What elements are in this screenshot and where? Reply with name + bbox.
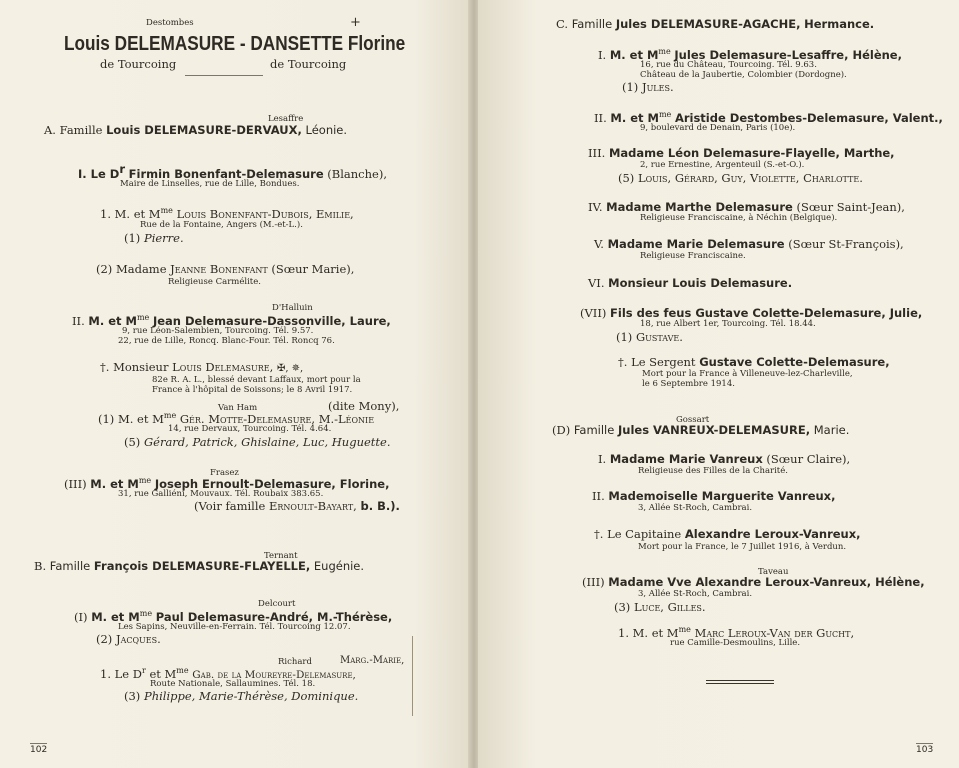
child-count: (5)	[124, 435, 141, 449]
title-part-a: Louis DELEMASURE	[64, 33, 236, 55]
entry-sup: me	[139, 609, 153, 618]
entry-lead: M. et M	[90, 476, 139, 491]
entry-number: II.	[592, 489, 605, 503]
left-page	[0, 0, 470, 768]
entry-d-i	[598, 453, 850, 466]
entry-sup: r	[119, 162, 125, 176]
entry-c-i-address-2: Château de la Jaubertie, Colombier (Dordogne).	[640, 70, 847, 80]
end-rule-top	[706, 680, 774, 681]
entry-d-iii-address: 3, Allée St-Roch, Cambrai.	[638, 589, 753, 599]
famille-word: Famille	[49, 559, 91, 573]
child-names: Jules.	[641, 80, 674, 94]
dagger-icon: †.	[618, 355, 628, 369]
entry-c-v	[594, 238, 904, 251]
spouse-first-name: Léonie.	[305, 123, 348, 137]
entry-line: 1. Le D	[100, 666, 142, 681]
entry-number: I.	[598, 452, 607, 466]
child-names: Gustave.	[635, 330, 683, 344]
entry-sup: me	[136, 313, 150, 322]
entry-name: Jean Delemasure-Dassonville, Laure,	[152, 313, 391, 328]
entry-name: Alexandre Leroux-Vanreux,	[684, 527, 861, 541]
family-name: Jules VANREUX-DELEMASURE,	[618, 423, 811, 437]
entry-a-i-address: Maire de Linselles, rue de Lille, Bondues.	[120, 179, 300, 189]
ref-branch: b. B.).	[360, 499, 400, 513]
famille-word: Famille	[573, 423, 615, 437]
title-dash: -	[239, 33, 246, 55]
child-names: Philippe, Marie-Thérèse, Dominique.	[143, 689, 359, 703]
entry-a-i-2	[96, 263, 354, 276]
entry-d-iii	[582, 576, 925, 589]
entry-lead: M. et M	[610, 110, 659, 125]
entry-b-i-1-address: Route Nationale, Sallaumines. Tél. 18.	[150, 679, 316, 689]
section-letter: (D)	[552, 423, 571, 437]
entry-name: Joseph Ernoult-Delemasure, Florine,	[154, 476, 390, 491]
entry-sup: me	[658, 110, 672, 119]
entry-name: Marc Leroux-Van der Gucht,	[694, 625, 855, 640]
entry-a-i-2-address: Religieuse Carmélite.	[168, 277, 261, 287]
section-letter: C.	[556, 17, 569, 31]
entry-line: 1. M. et M	[100, 206, 161, 221]
entry-name: Madame Marie Delemasure	[607, 237, 785, 251]
spouse-first-name: Eugénie.	[313, 559, 365, 573]
ref-text: (Voir famille	[194, 499, 266, 513]
entry-c-ii-address: 9, boulevard de Denain, Paris (10e).	[640, 123, 796, 133]
entry-sup: me	[163, 411, 177, 420]
dagger-icon: †.	[100, 360, 110, 374]
page-main-title	[64, 33, 405, 55]
entry-c-i-children	[622, 81, 674, 94]
entry-paren: (Sœur Marie),	[271, 262, 355, 276]
child-names: Luce, Gilles.	[633, 600, 706, 614]
child-names: Pierre.	[143, 231, 184, 245]
entry-a-i-1-children	[124, 232, 184, 245]
entry-number: VI.	[588, 276, 605, 290]
entry-c-iv-address: Religieuse Franciscaine, à Néchin (Belgique).	[640, 213, 838, 223]
entry-name: Monsieur Louis Delemasure.	[608, 276, 793, 290]
entry-lead: Monsieur	[113, 360, 169, 374]
entry-sup: me	[138, 476, 152, 485]
entry-name: Mademoiselle Marguerite Vanreux,	[608, 489, 836, 503]
margin-mark	[412, 636, 413, 716]
entry-a-ii-1-address: 14, rue Dervaux, Tourcoing. Tél. 4.64.	[168, 424, 332, 434]
entry-b-i-children	[96, 633, 161, 646]
famille-word: Famille	[59, 123, 103, 137]
entry-number: V.	[594, 237, 604, 251]
child-names: Jacques.	[115, 632, 161, 646]
entry-b-i-address: Les Sapins, Neuville-en-Ferrain. Tél. Tourcoing 12.07.	[118, 622, 351, 632]
ref-family: Ernoult-Bayart,	[269, 499, 357, 513]
entry-a-ii-deceased-line-1: 82e R. A. L., blessé devant Laffaux, mort pour la	[152, 375, 361, 385]
entry-number: (2) Madame	[96, 262, 167, 276]
entry-a-i-1	[100, 206, 354, 221]
header-above-name: Destombes	[146, 18, 194, 28]
entry-d-ii-address: 3, Allée St-Roch, Cambrai.	[638, 503, 753, 513]
entry-sup: me	[658, 47, 671, 56]
entry-c-v-address: Religieuse Franciscaine.	[640, 251, 746, 261]
entry-d-deceased	[594, 528, 861, 541]
entry-paren: (Sœur St-François),	[788, 237, 904, 251]
entry-number: II.	[72, 313, 85, 328]
entry-name: Fils des feus Gustave Colette-Delemasure, Julie,	[610, 306, 923, 320]
section-a-maiden: Lesaffre	[268, 114, 304, 124]
entry-b-i-1-maiden: Richard	[278, 657, 312, 667]
entry-d-i-address: Religieuse des Filles de la Charité.	[638, 466, 788, 476]
entry-paren: (Sœur Saint-Jean),	[796, 200, 905, 214]
entry-paren: (Blanche),	[327, 166, 387, 181]
entry-c-vii-address: 18, rue Albert 1er, Tourcoing. Tél. 18.44.	[640, 319, 816, 329]
entry-sup: me	[160, 206, 173, 215]
child-count: (1)	[616, 330, 633, 344]
entry-c-vi	[588, 277, 792, 290]
entry-a-ii-address-1: 9, rue Léon-Salembien, Tourcoing. Tél. 9.57.	[122, 326, 314, 336]
entry-line: (1) M. et M	[98, 411, 164, 426]
entry-number: I.	[598, 47, 607, 62]
entry-a-iii-address: 31, rue Galliéni, Mouvaux. Tél. Roubaix 383.65.	[118, 489, 324, 499]
entry-name: Jules Delemasure-Lesaffre, Hélène,	[674, 47, 902, 62]
entry-lead: Le Sergent	[631, 355, 696, 369]
entry-a-ii-1-children	[124, 436, 390, 449]
entry-lead: M. et M	[88, 313, 137, 328]
entry-c-iii	[588, 147, 895, 160]
entry-name: Madame Marie Vanreux	[609, 452, 763, 466]
entry-c-vii-deceased-line-1: Mort pour la France à Villeneuve-lez-Charleville,	[642, 369, 853, 379]
entry-d-iii-1-address: rue Camille-Desmoulins, Lille.	[670, 638, 801, 648]
entry-number: II.	[594, 110, 607, 125]
entry-a-iii-maiden: Frasez	[210, 468, 239, 478]
entry-d-ii	[592, 490, 835, 503]
child-count: (3)	[124, 689, 141, 703]
child-names: Louis, Gérard, Guy, Violette, Charlotte.	[637, 171, 863, 185]
entry-number: IV.	[588, 200, 603, 214]
page-number-left: 102	[30, 745, 48, 755]
origin-left: de Tourcoing	[100, 57, 177, 71]
entry-lead: M. et M	[91, 609, 140, 624]
entry-d-iii-children	[614, 601, 706, 614]
entry-sup: me	[176, 666, 189, 675]
famille-word: Famille	[571, 17, 613, 31]
child-count: (5)	[618, 171, 635, 185]
entry-sup: r	[141, 666, 146, 675]
entry-number: (I)	[74, 609, 88, 624]
family-name: Louis DELEMASURE-DERVAUX,	[106, 123, 302, 137]
section-d-maiden: Gossart	[676, 415, 710, 425]
spouse-first-name: Hermance.	[804, 17, 875, 31]
entry-paren: (Sœur Claire),	[766, 452, 851, 466]
entry-d-deceased-line-1: Mort pour la France, le 7 Juillet 1916, à Verdun.	[638, 542, 847, 552]
entry-name: Gér. Motte-Delemasure, M.-Léonie	[179, 411, 375, 426]
entry-line: 1. M. et M	[618, 625, 679, 640]
entry-mid: et M	[149, 666, 177, 681]
entry-sup: me	[678, 625, 691, 634]
child-count: (1)	[622, 80, 639, 94]
section-b-heading	[34, 560, 364, 573]
entry-name: Firmin Bonenfant-Delemasure	[128, 166, 324, 181]
entry-number: I. Le D	[78, 166, 120, 181]
child-count: (1)	[124, 231, 141, 245]
section-a-heading	[44, 124, 347, 137]
entry-number: (III)	[64, 476, 87, 491]
entry-a-ii-deceased-line-2: France à l'hôpital de Soissons; le 8 Avril 1917.	[152, 385, 353, 395]
section-letter: B.	[34, 559, 47, 573]
section-b-maiden: Ternant	[264, 551, 298, 561]
entry-name: Madame Marthe Delemasure	[606, 200, 793, 214]
entry-a-ii-1-dit: (dite Mony),	[328, 399, 400, 413]
section-c-heading	[556, 18, 874, 31]
cross-mark: +	[350, 15, 361, 30]
spouse-first-name: Marie.	[813, 423, 850, 437]
entry-name: Jeanne Bonenfant	[170, 262, 268, 276]
entry-lead: Le Capitaine	[607, 527, 682, 541]
right-page	[478, 0, 959, 768]
entry-name: Aristide Destombes-Delemasure, Valent.,	[674, 110, 943, 125]
entry-name: Gustave Colette-Delemasure,	[699, 355, 890, 369]
entry-name: Louis Bonenfant-Dubois, Emilie,	[176, 206, 354, 221]
entry-name: Paul Delemasure-André, M.-Thérèse,	[155, 609, 393, 624]
page-number-right: 103	[916, 745, 934, 755]
entry-a-iii-reference	[194, 500, 400, 513]
entry-a-ii-deceased	[100, 361, 303, 375]
entry-name: Madame Léon Delemasure-Flayelle, Marthe,	[608, 146, 895, 160]
entry-name: Gab. de la Moureyre-Delemasure,	[192, 668, 356, 681]
entry-c-iii-children	[618, 172, 863, 185]
child-count: (3)	[614, 600, 631, 614]
entry-number: III.	[588, 146, 606, 160]
section-d-heading	[552, 424, 849, 437]
family-name: François DELEMASURE-FLAYELLE,	[93, 559, 311, 573]
family-name: Jules DELEMASURE-AGACHE,	[615, 17, 801, 31]
entry-b-i-1-first-name: Marg.-Marie,	[340, 655, 405, 666]
entry-c-vii-deceased-line-2: le 6 Septembre 1914.	[642, 379, 735, 389]
dagger-icon: †.	[594, 527, 604, 541]
entry-number: (III)	[582, 575, 605, 589]
title-part-b: DANSETTE Florine	[250, 33, 406, 55]
entry-a-ii-maiden: D'Halluin	[272, 303, 313, 313]
section-letter: A.	[44, 123, 56, 137]
child-count: (2)	[96, 632, 113, 646]
entry-a-ii-1-maiden: Van Ham	[218, 403, 258, 413]
entry-c-vii-children	[616, 331, 683, 344]
entry-a-ii-address-2: 22, rue de Lille, Roncq. Blanc-Four. Tél. Roncq 76.	[118, 336, 335, 346]
origin-right: de Tourcoing	[270, 57, 347, 71]
entry-lead: M. et M	[609, 47, 659, 62]
entry-name: Madame Vve Alexandre Leroux-Vanreux, Hélène,	[608, 575, 925, 589]
child-names: Gérard, Patrick, Ghislaine, Luc, Huguette.	[143, 435, 391, 449]
medal-icons: ✠, ✵,	[276, 363, 304, 374]
entry-name: Louis Delemasure,	[172, 360, 274, 374]
entry-c-iii-address: 2, rue Ernestine, Argenteuil (S.-et-O.).	[640, 160, 805, 170]
entry-d-iii-maiden: Taveau	[758, 567, 789, 577]
entry-b-i-maiden: Delcourt	[258, 599, 296, 609]
title-divider	[185, 75, 263, 76]
entry-b-i-1-children	[124, 690, 358, 703]
entry-c-vii-deceased	[618, 356, 890, 369]
end-rule-bottom	[706, 683, 774, 684]
entry-c-i-address-1: 16, rue du Château, Tourcoing. Tél. 9.63.	[640, 60, 817, 70]
entry-number: (VII)	[580, 306, 607, 320]
entry-a-i-1-address: Rue de la Fontaine, Angers (M.-et-L.).	[140, 220, 303, 230]
